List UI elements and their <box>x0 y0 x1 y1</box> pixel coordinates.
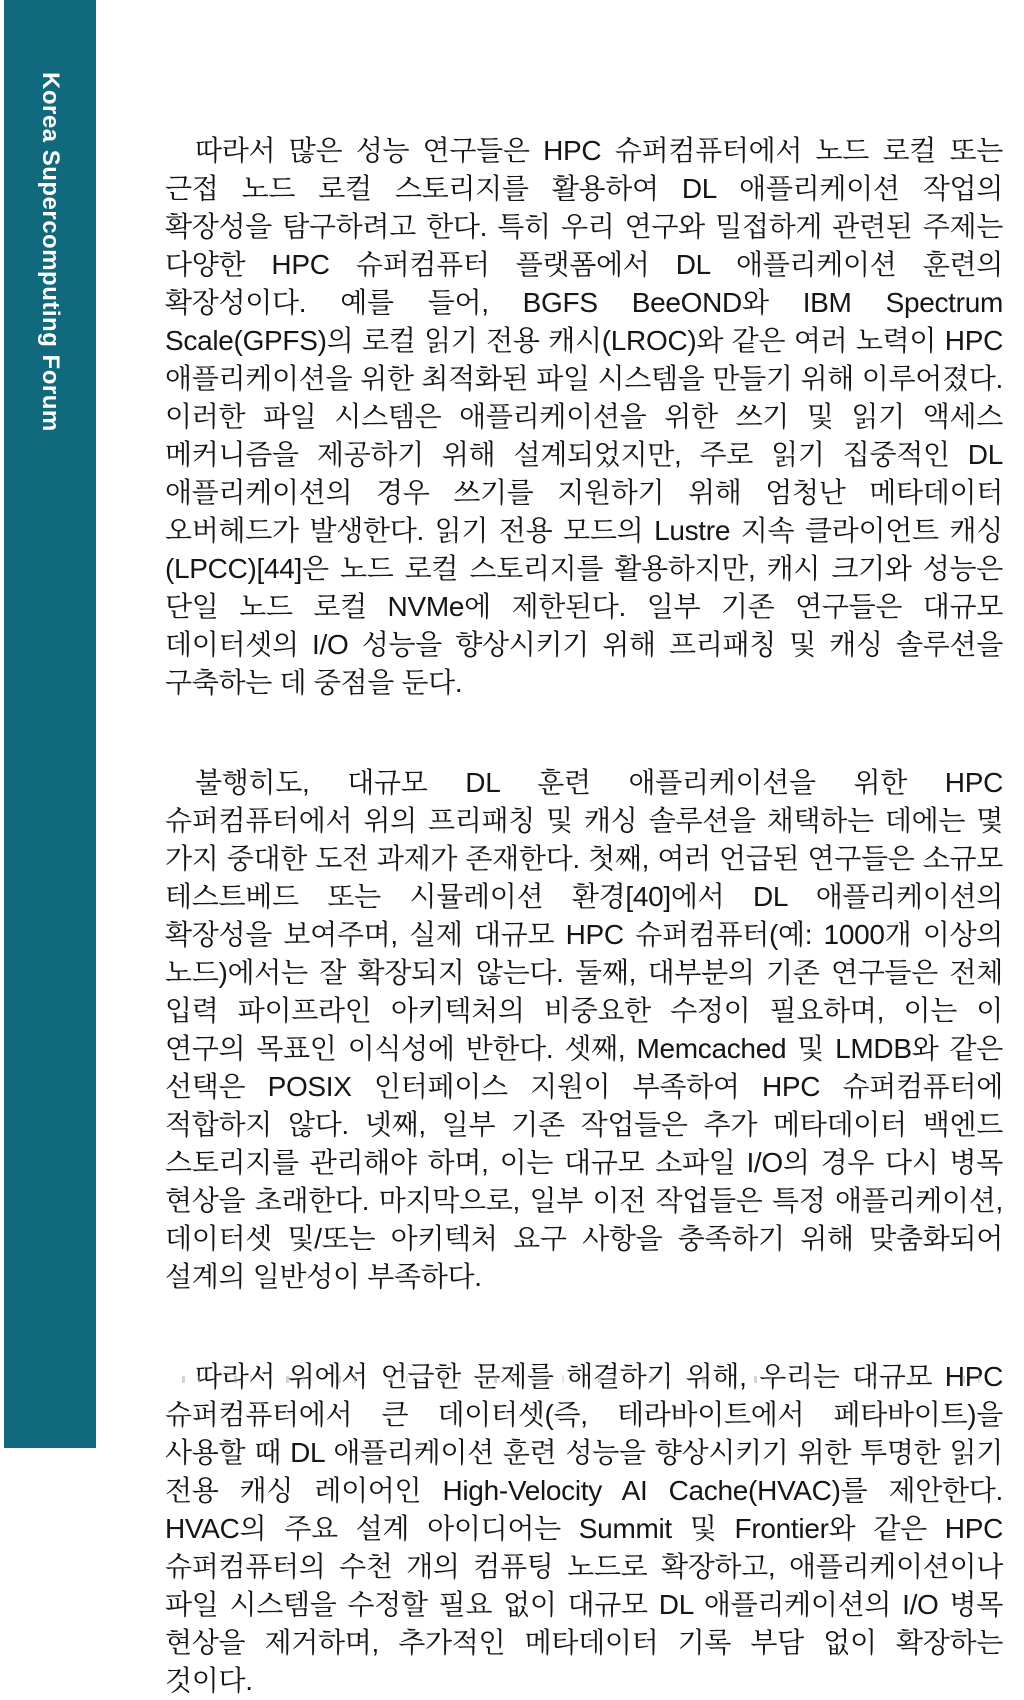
paragraph-2: 불행히도, 대규모 DL 훈련 애플리케이션을 위한 HPC 슈퍼컴퓨터에서 위의 프리패칭 및 캐싱 솔루션을 채택하는 데에는 몇 가지 중대한 도전 과제가 존재한다. 첫째, 여러 언급된 연구들은 소규모 테스트베드 또는 시뮬레이션 환경[40]에서 DL 애플리케이션의 확장성을 보여주며, 실제 대규모 HPC 슈퍼컴퓨터(예: 1000개 이상의 노드)에서는 잘 확장되지 않는다. 둘째, 대부분의 기존 연구들은 전체 입력 파이프라인 아키텍처의 비중요한 수정이 필요하며, 이는 이 연구의 목표인 이식성에 반한다. 셋째, Memcached 및 LMDB와 같은 선택은 POSIX 인터페이스 지원이 부족하여 HPC 슈퍼컴퓨터에 적합하지 않다. 넷째, 일부 기존 작업들은 추가 메타데이터 백엔드 스토리지를 관리해야 하며, 이는 대규모 소파일 I/O의 경우 다시 병목 현상을 초래한다. 마지막으로, 일부 이전 작업들은 특정 애플리케이션, 데이터셋 및/또는 아키텍처 요구 사항을 충족하기 위해 맞춤화되어 설계의 일반성이 부족하다. <box>165 767 1003 1292</box>
cropped-text-artifact <box>168 1376 1000 1383</box>
forum-banner-label: Korea Supercomputing Forum <box>37 72 64 432</box>
paragraph-1: 따라서 많은 성능 연구들은 HPC 슈퍼컴퓨터에서 노드 로컬 또는 근접 노드 로컬 스토리지를 활용하여 DL 애플리케이션 작업의 확장성을 탐구하려고 한다. 특히 우리 연구와 밀접하게 관련된 주제는 다양한 HPC 슈퍼컴퓨터 플랫폼에서 DL 애플리케이션 훈련의 확장성이다. 예를 들어, BGFS BeeOND와 IBM Spectrum Scale(GPFS)의 로컬 읽기 전용 캐시(LROC)와 같은 여러 노력이 HPC 애플리케이션을 위한 최적화된 파일 시스템을 만들기 위해 이루어졌다. 이러한 파일 시스템은 애플리케이션을 위한 쓰기 및 읽기 액세스 메커니즘을 제공하기 위해 설계되었지만, 주로 읽기 집중적인 DL 애플리케이션의 경우 쓰기를 지원하기 위해 엄청난 메타데이터 오버헤드가 발생한다. 읽기 전용 모드의 Lustre 지속 클라이언트 캐싱(LPCC)[44]은 노드 로컬 스토리지를 활용하지만, 캐시 크기와 성능은 단일 노드 로컬 NVMe에 제한된다. 일부 기존 연구들은 대규모 데이터셋의 I/O 성능을 향상시키기 위해 프리패칭 및 캐싱 솔루션을 구축하는 데 중점을 둔다. <box>165 135 1003 698</box>
forum-banner <box>4 0 96 1448</box>
document-body <box>165 132 1003 1700</box>
paragraph-3: 따라서 위에서 언급한 문제를 해결하기 위해, 우리는 대규모 HPC 슈퍼컴퓨터에서 큰 데이터셋(즉, 테라바이트에서 페타바이트)을 사용할 때 DL 애플리케이션 훈련 성능을 향상시키기 위한 투명한 읽기 전용 캐싱 레이어인 High-Velocity AI Cache(HVAC)를 제안한다. HVAC의 주요 설계 아이디어는 Summit 및 Frontier와 같은 HPC 슈퍼컴퓨터의 수천 개의 컴퓨팅 노드로 확장하고, 애플리케이션이나 파일 시스템을 수정할 필요 없이 대규모 DL 애플리케이션의 I/O 병목 현상을 제거하며, 추가적인 메타데이터 기록 부담 없이 확장하는 것이다. <box>165 1361 1003 1696</box>
